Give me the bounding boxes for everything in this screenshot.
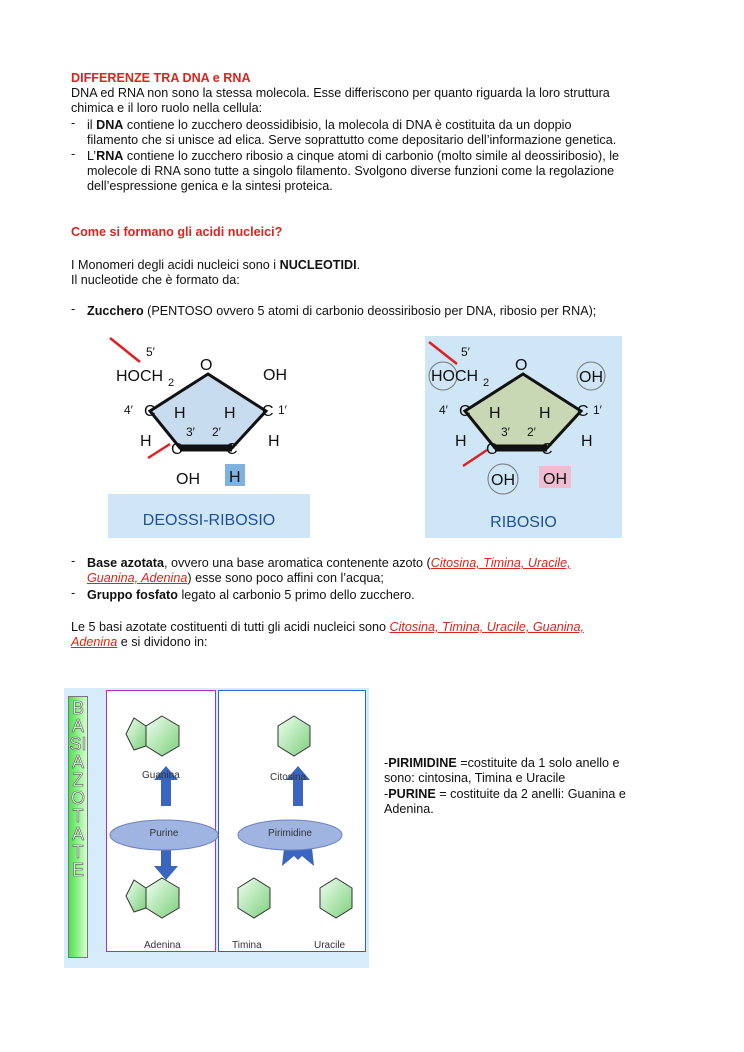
svg-text:C: C (486, 441, 498, 458)
text: Le 5 basi azotate costituenti di tutti gli acidi nucleici sono (71, 620, 390, 634)
bold-text: DNA (96, 118, 124, 132)
svg-text:4′: 4′ (439, 403, 448, 417)
bullet-dash: - (71, 586, 76, 600)
bullet-dash: - (71, 116, 76, 130)
base-name: Adenina (144, 940, 181, 951)
svg-text:1′: 1′ (593, 403, 602, 417)
bold-text: RNA (96, 149, 124, 163)
text: il (87, 118, 97, 132)
svg-text:OH: OH (579, 369, 603, 386)
fosfato-bullet (87, 588, 415, 603)
svg-text:HOCH: HOCH (431, 368, 479, 385)
paragraph: chimica e il loro ruolo nella cellula: (71, 101, 263, 115)
svg-text:C: C (541, 441, 553, 458)
rna-bullet-line3: dell’espressione genica e la sintesi proteica. (87, 179, 333, 193)
bold-text: NUCLEOTIDI (279, 258, 357, 272)
paragraph: DNA ed RNA non sono la stessa molecola. Esse differiscono per quanto riguarda la loro struttura (71, 86, 610, 100)
purine-label: Purine (149, 828, 179, 839)
paragraph: Il nucleotide che è formato da: (71, 273, 240, 287)
paragraph (71, 620, 584, 635)
svg-text:H: H (539, 405, 551, 422)
side-label: BASI AZOTATE (68, 696, 88, 958)
bullet-dash: - (71, 147, 76, 161)
svg-text:O: O (515, 357, 528, 374)
svg-text:H: H (581, 433, 593, 450)
note-purine: -PURINE = costituite da 2 anelli: Guanina e (384, 787, 626, 801)
base-name: Citosina (270, 772, 307, 783)
text: contiene lo zucchero deossidibisio, la molecola di DNA è costituita da un doppio (123, 118, 572, 132)
text: . (356, 258, 361, 272)
svg-text:H: H (229, 469, 241, 486)
svg-text:C: C (262, 403, 274, 420)
svg-text:OH: OH (176, 471, 200, 488)
svg-text:1′: 1′ (278, 403, 287, 417)
svg-text:C: C (577, 403, 589, 420)
text: = costituite da 2 anelli: Guanina e (435, 787, 626, 801)
svg-text:2: 2 (168, 377, 175, 389)
figure-caption: DEOSSI-RIBOSIO (142, 512, 276, 529)
base-bullet-line2 (87, 571, 384, 586)
section-title: Come si formano gli acidi nucleici? (71, 225, 283, 239)
base-bullet (87, 556, 571, 571)
text: legato al carbonio 5 primo dello zucchero. (177, 588, 415, 602)
text: (PENTOSO ovvero 5 atomi di carbonio deossiribosio per DNA, ribosio per RNA); (143, 304, 597, 318)
bullet-dash: - (71, 302, 76, 316)
ribosio-figure (425, 336, 622, 538)
svg-text:3′: 3′ (501, 425, 510, 439)
svg-text:O: O (200, 357, 213, 374)
svg-text:2: 2 (483, 377, 490, 389)
bases-link[interactable]: Citosina, Timina, Uracile, (430, 556, 571, 570)
svg-text:OH: OH (263, 367, 287, 384)
svg-text:2′: 2′ (212, 425, 221, 439)
text: =costituite da 1 solo anello e (456, 756, 620, 770)
text: contiene lo zucchero ribosio a cinque atomi di carbonio (molto simile al deossiribosio), le (123, 149, 620, 163)
svg-text:H: H (140, 433, 152, 450)
note-pirimidine: -PIRIMIDINE =costituite da 1 solo anello e (384, 756, 620, 770)
bold-text: Base azotata (87, 556, 164, 570)
base-name: Uracile (314, 940, 346, 951)
dna-bullet (87, 118, 571, 133)
base-name: Guanina (142, 770, 180, 781)
svg-text:H: H (268, 433, 280, 450)
svg-text:2′: 2′ (527, 425, 536, 439)
svg-text:3′: 3′ (186, 425, 195, 439)
svg-text:C: C (226, 441, 238, 458)
paragraph (71, 635, 208, 650)
svg-text:OH: OH (543, 471, 567, 488)
svg-text:H: H (174, 405, 186, 422)
bases-link[interactable]: Citosina, Timina, Uracile, Guanina, (389, 620, 585, 634)
text: e si dividono in: (117, 635, 208, 649)
svg-text:HOCH: HOCH (116, 368, 164, 385)
bases-link[interactable]: Adenina (71, 635, 118, 649)
svg-text:C: C (459, 403, 471, 420)
basi-azotate-figure (64, 688, 369, 968)
svg-text:C: C (171, 441, 183, 458)
ribosio-structure (425, 336, 622, 496)
text: L’ (87, 149, 97, 163)
rna-bullet-line2: molecole di RNA sono tutte a singolo filamento. Svolgono diverse funzioni come la regolazione (87, 164, 615, 178)
svg-text:5′: 5′ (146, 345, 155, 359)
section-title: DIFFERENZE TRA DNA e RNA (71, 71, 251, 85)
bullet-dash: - (71, 554, 76, 568)
text: , ovvero una base aromatica contenente azoto ( (164, 556, 431, 570)
base-name: Timina (232, 940, 262, 951)
bold-text: PURINE (388, 787, 436, 801)
text: ) esse sono poco affini con l’acqua; (187, 571, 384, 585)
dna-bullet-line2: filamento che si unisce ad elica. Serve soprattutto come depositario dell’informazione genetica. (87, 133, 617, 147)
bases-link[interactable]: Guanina, Adenina (87, 571, 188, 585)
paragraph (71, 258, 360, 273)
zucchero-bullet (87, 304, 596, 319)
figure-caption: RIBOSIO (490, 514, 557, 531)
bold-text: Zucchero (87, 304, 144, 318)
svg-text:H: H (455, 433, 467, 450)
pirimidine-label: Pirimidine (268, 828, 312, 839)
deossiribosio-structure (108, 336, 310, 496)
text: I Monomeri degli acidi nucleici sono i (71, 258, 280, 272)
bold-text: Gruppo fosfato (87, 588, 178, 602)
svg-text:4′: 4′ (124, 403, 133, 417)
svg-text:C: C (144, 403, 156, 420)
svg-text:OH: OH (491, 472, 515, 489)
bold-text: PIRIMIDINE (388, 756, 457, 770)
svg-text:H: H (489, 405, 501, 422)
rna-bullet (87, 149, 619, 164)
deossiribosio-figure (108, 336, 310, 538)
svg-text:5′: 5′ (461, 345, 470, 359)
note-line: Adenina. (384, 802, 434, 816)
svg-text:H: H (224, 405, 236, 422)
note-line: sono: cintosina, Timina e Uracile (384, 771, 566, 785)
